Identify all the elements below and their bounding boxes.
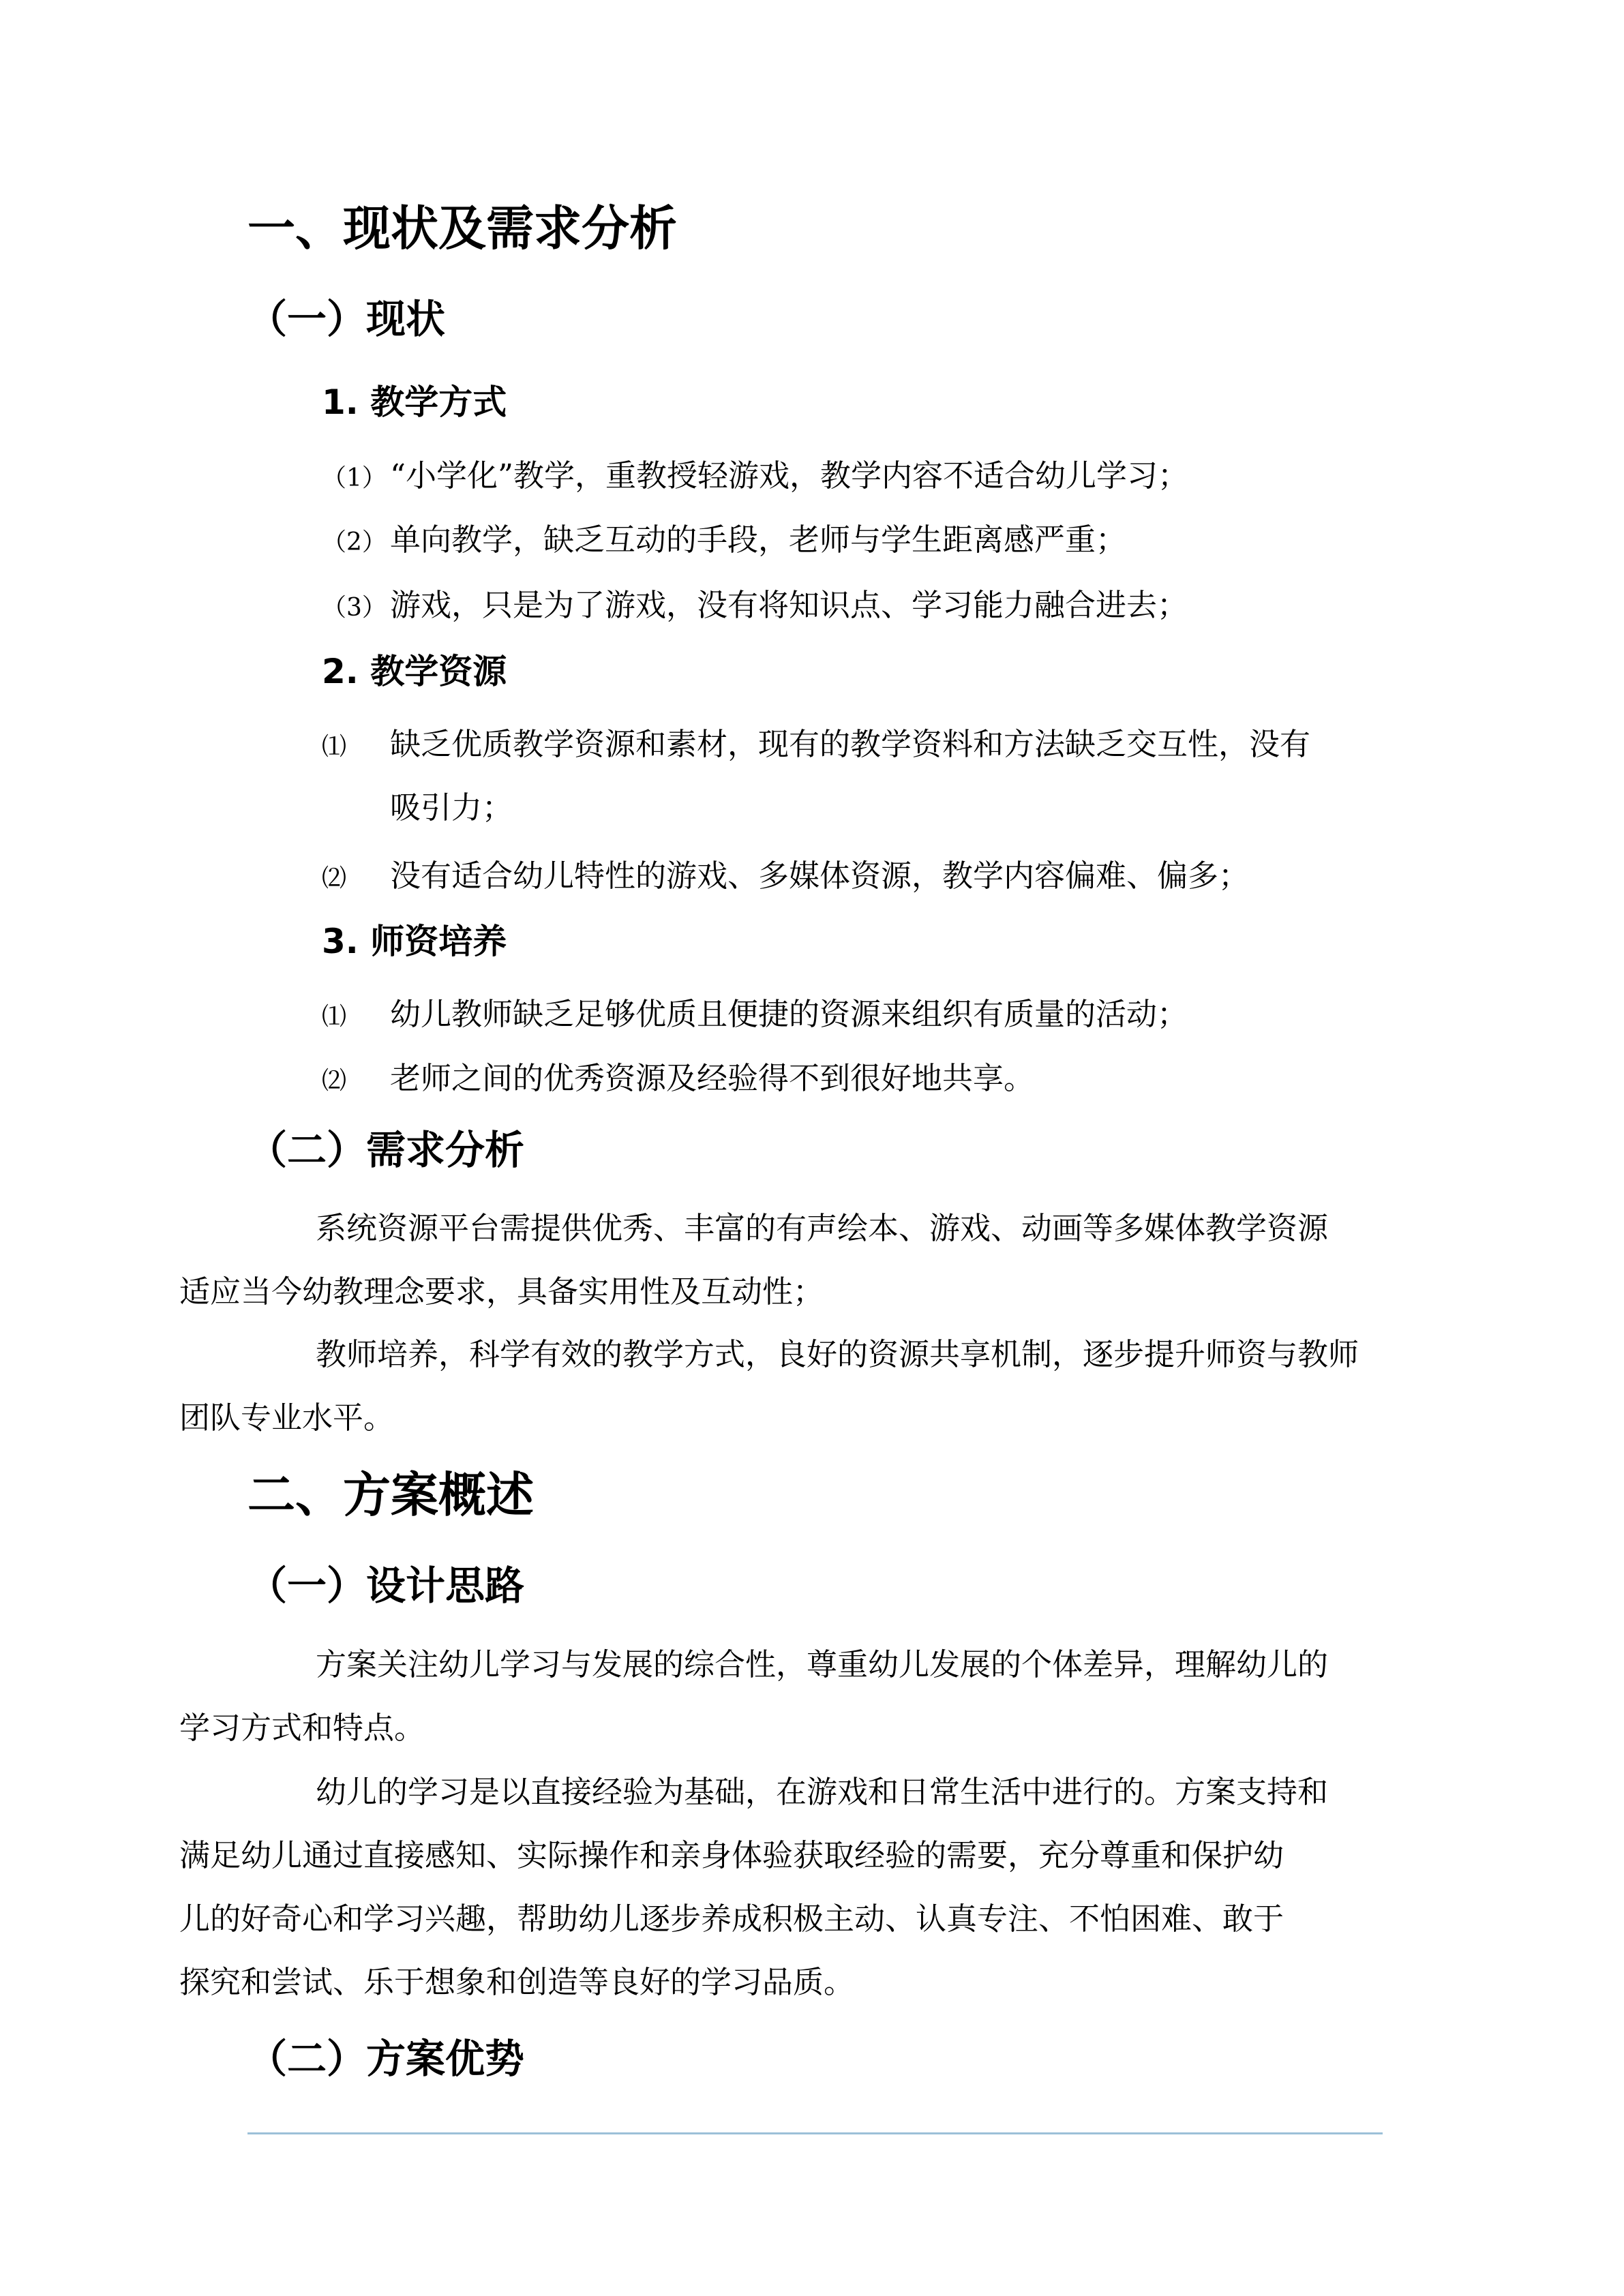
list-item-text: 没有适合幼儿特性的游戏、多媒体资源，教学内容偏难、偏多； xyxy=(390,858,1250,894)
list-item-number: ⑵ xyxy=(322,1067,347,1095)
list-item-number: ⑴ xyxy=(322,1003,347,1031)
list-item-text: “小学化”教学，重教授轻游戏，教学内容不适合幼儿学习； xyxy=(390,457,1189,494)
group-title-teaching-method: 1. 教学方式 xyxy=(322,382,507,422)
list-item xyxy=(322,518,1126,564)
paragraph xyxy=(179,1633,1383,1759)
list-item-number: ⑴ xyxy=(322,733,347,761)
list-item xyxy=(322,454,1188,500)
group-title-teacher-training: 3. 师资培养 xyxy=(322,922,507,961)
list-item xyxy=(322,993,1188,1039)
list-item-text: 幼儿教师缺乏足够优质且便捷的资源来组织有质量的活动； xyxy=(390,996,1188,1032)
list-item-number: （2） xyxy=(322,528,387,556)
section-title-2: 二、方案概述 xyxy=(247,1467,534,1523)
subsection-title-advantages: （二）方案优势 xyxy=(247,2036,525,2082)
subsection-title-design-idea: （一）设计思路 xyxy=(247,1562,525,1609)
paragraph-line: 满足幼儿通过直接感知、实际操作和亲身体验获取经验的需要，充分尊重和保护幼 xyxy=(179,1837,1284,1873)
paragraph xyxy=(179,1196,1383,1323)
list-item-number: （1） xyxy=(322,464,387,492)
paragraph-line: 适应当今幼教理念要求，具备实用性及互动性； xyxy=(179,1273,824,1310)
section-title-1: 一、现状及需求分析 xyxy=(247,200,677,256)
list-item xyxy=(322,584,1188,630)
paragraph-line: 幼儿的学习是以直接经验为基础，在游戏和日常生活中进行的。方案支持和 xyxy=(316,1774,1329,1810)
list-item xyxy=(322,1057,1034,1103)
paragraph-line: 儿的好奇心和学习兴趣，帮助幼儿逐步养成积极主动、认真专注、不怕困难、敢于 xyxy=(179,1901,1284,1937)
paragraph-line: 方案关注幼儿学习与发展的综合性，尊重幼儿发展的个体差异，理解幼儿的 xyxy=(316,1646,1329,1682)
paragraph-line: 教师培养，科学有效的教学方式，良好的资源共享机制，逐步提升师资与教师 xyxy=(316,1336,1359,1372)
subsection-title-needs-analysis: （二）需求分析 xyxy=(247,1127,525,1173)
list-item-text: 单向教学，缺乏互动的手段，老师与学生距离感严重； xyxy=(390,522,1127,558)
paragraph xyxy=(179,1323,1383,1449)
list-item-text: 老师之间的优秀资源及经验得不到很好地共享。 xyxy=(390,1060,1035,1096)
paragraph-line: 学习方式和特点。 xyxy=(179,1710,425,1746)
list-item-number: ⑵ xyxy=(322,864,347,892)
list-item-continuation: 吸引力； xyxy=(390,789,513,826)
group-title-teaching-resources: 2. 教学资源 xyxy=(322,652,507,691)
paragraph-line: 探究和尝试、乐于想象和创造等良好的学习品质。 xyxy=(179,1964,855,2000)
list-item-text: 游戏，只是为了游戏，没有将知识点、学习能力融合进去； xyxy=(390,587,1188,623)
paragraph-line: 系统资源平台需提供优秀、丰富的有声绘本、游戏、动画等多媒体教学资源 xyxy=(316,1210,1329,1246)
list-item xyxy=(322,723,1310,769)
subsection-title-status: （一）现状 xyxy=(247,296,446,342)
paragraph-line: 团队专业水平。 xyxy=(179,1400,395,1436)
paragraph xyxy=(179,1760,1383,2014)
footer-divider xyxy=(247,2132,1383,2134)
list-item xyxy=(322,854,1249,901)
list-item-text: 缺乏优质教学资源和素材，现有的教学资料和方法缺乏交互性，没有 xyxy=(390,726,1311,762)
list-item-number: （3） xyxy=(322,594,387,622)
